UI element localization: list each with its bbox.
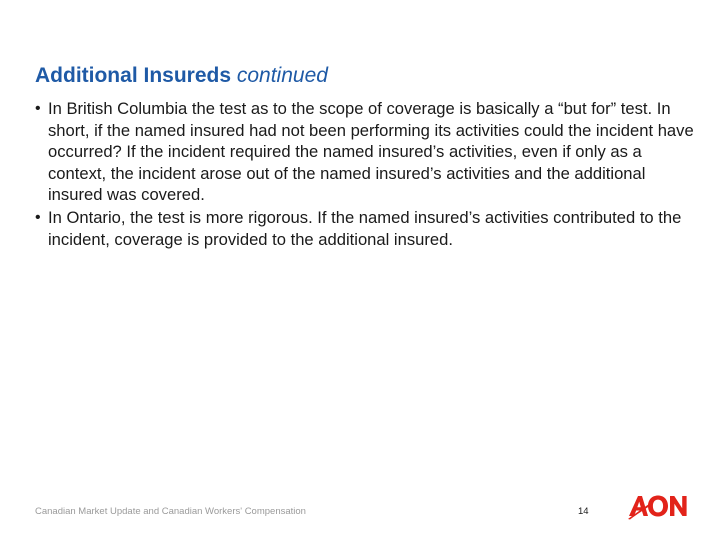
bullet-text-british-columbia: In British Columbia the test as to the scope of coverage is basically a “but for” test. In short, if the named insured had not been performing its activities could the incident have occurred? If the incident required the named insured’s activities, even if only as a context, the incident arose out of the named insured’s activities and the additional insured was covered. bbox=[48, 99, 694, 205]
bullet-list bbox=[35, 98, 695, 251]
bullet-marker: • bbox=[35, 208, 41, 226]
bullet-item bbox=[35, 207, 695, 250]
slide-title-continued: continued bbox=[236, 64, 328, 87]
slide-title-main: Additional Insureds bbox=[35, 64, 232, 87]
bullet-item bbox=[35, 98, 695, 206]
page-number: 14 bbox=[578, 506, 589, 517]
slide-title bbox=[35, 64, 328, 88]
footer-text: Canadian Market Update and Canadian Workers' Compensation bbox=[35, 506, 306, 517]
bullet-marker: • bbox=[35, 100, 41, 117]
aon-logo-icon bbox=[628, 492, 688, 520]
bullet-text-ontario: In Ontario, the test is more rigorous. If the named insured’s activities contributed to the incident, coverage is provided to the additional insured. bbox=[48, 207, 682, 249]
